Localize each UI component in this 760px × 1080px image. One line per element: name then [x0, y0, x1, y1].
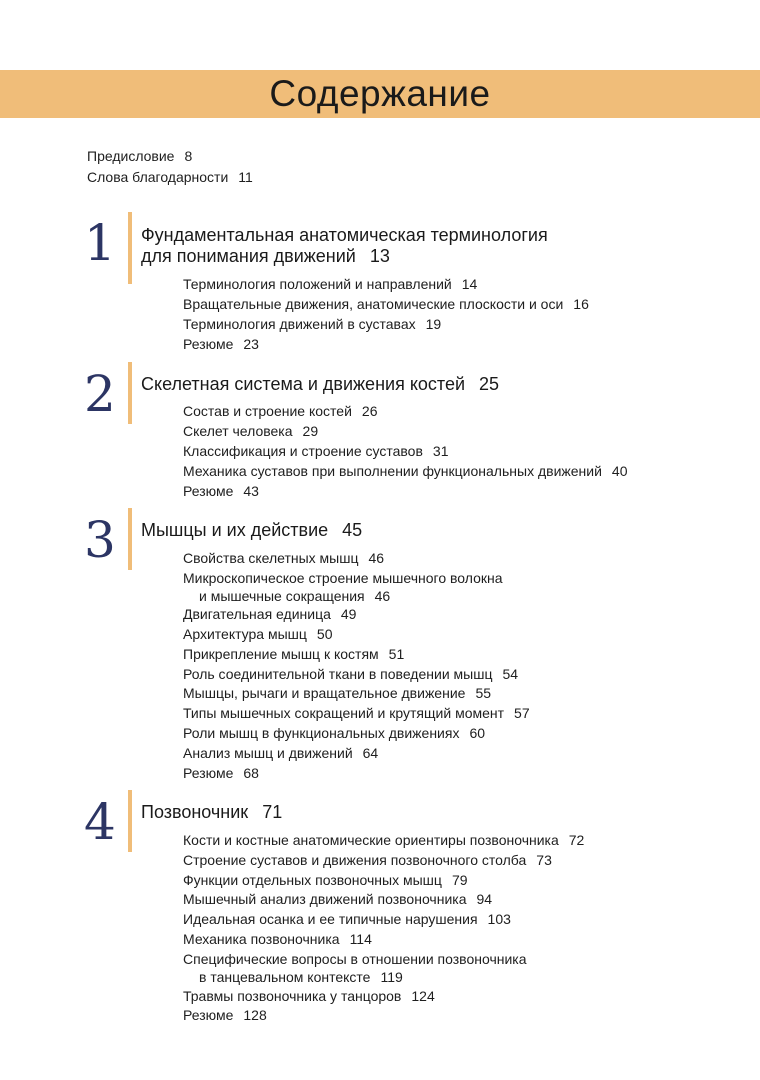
- toc-entry-label: Свойства скелетных мышц: [183, 550, 359, 566]
- front-item-page: 11: [238, 169, 253, 185]
- toc-entry-label: Анализ мышц и движений: [183, 745, 353, 761]
- toc-entry-page: 124: [411, 988, 435, 1004]
- toc-entry-page: 72: [568, 832, 585, 848]
- toc-entry-page: 79: [451, 872, 468, 888]
- toc-entry-label: Двигательная единица: [183, 606, 331, 622]
- chapter-page: 45: [342, 520, 363, 540]
- toc-entry[interactable]: [183, 1006, 267, 1024]
- toc-entry-page: 68: [243, 765, 259, 781]
- chapter-page: 13: [369, 246, 390, 266]
- chapter-accent-bar: [128, 508, 132, 570]
- toc-entry-label: Мышцы, рычаги и вращательное движение: [183, 685, 466, 701]
- toc-entry[interactable]: [183, 549, 384, 567]
- toc-entry[interactable]: [183, 665, 518, 683]
- toc-entry-page: 55: [475, 685, 492, 701]
- toc-entry-label: Роль соединительной ткани в поведении мышц: [183, 666, 493, 682]
- toc-entry-label: Микроскопическое строение мышечного волокна: [183, 570, 503, 586]
- chapter-title-line: Фундаментальная анатомическая терминология: [141, 225, 548, 245]
- toc-entry-page: 50: [316, 626, 333, 642]
- toc-entry[interactable]: [183, 724, 485, 742]
- front-item-label: Слова благодарности: [87, 169, 229, 185]
- front-item-page: 8: [184, 148, 193, 164]
- toc-entry[interactable]: [183, 442, 448, 460]
- toc-entry-page: 128: [243, 1007, 267, 1023]
- toc-entry[interactable]: [183, 625, 333, 643]
- toc-entry[interactable]: [183, 335, 259, 353]
- toc-entry-page: 40: [611, 463, 628, 479]
- toc-entry-page: 16: [573, 296, 589, 312]
- front-item-preface[interactable]: [87, 146, 192, 166]
- toc-entry-page: 43: [243, 483, 259, 499]
- chapter-page: 25: [479, 374, 500, 394]
- toc-entry-page: 46: [368, 550, 385, 566]
- toc-entry-label: Травмы позвоночника у танцоров: [183, 988, 402, 1004]
- toc-entry[interactable]: [183, 890, 492, 908]
- chapter-title[interactable]: [141, 374, 499, 395]
- toc-entry[interactable]: [183, 704, 530, 722]
- toc-entry[interactable]: [183, 482, 259, 500]
- toc-entry-label: Механика позвоночника: [183, 931, 340, 947]
- toc-entry-page: 119: [380, 969, 403, 985]
- toc-entry-label: Роли мышц в функциональных движениях: [183, 725, 460, 741]
- toc-entry-page: 51: [388, 646, 405, 662]
- toc-entry-page: 31: [432, 443, 449, 459]
- toc-entry-page: 29: [302, 423, 319, 439]
- toc-entry-label: Мышечный анализ движений позвоночника: [183, 891, 467, 907]
- toc-entry-page: 19: [425, 316, 442, 332]
- toc-entry-label: Терминология движений в суставах: [183, 316, 416, 332]
- chapter-accent-bar: [128, 790, 132, 852]
- toc-entry[interactable]: [183, 987, 435, 1005]
- toc-entry-label: Резюме: [183, 483, 234, 499]
- toc-entry[interactable]: [183, 402, 377, 420]
- toc-entry[interactable]: [183, 605, 356, 623]
- toc-entry-page: 57: [514, 705, 530, 721]
- chapter-number: 2: [84, 365, 116, 423]
- chapter-title[interactable]: [141, 225, 548, 267]
- chapter-title-line: Мышцы и их действие: [141, 520, 329, 540]
- toc-entry-label: Состав и строение костей: [183, 403, 352, 419]
- title-band: [0, 70, 760, 118]
- toc-entry[interactable]: [183, 910, 511, 928]
- front-item-label: Предисловие: [87, 148, 175, 164]
- toc-entry-page: 60: [469, 725, 486, 741]
- toc-entry[interactable]: [183, 315, 441, 333]
- toc-entry-label: Резюме: [183, 765, 234, 781]
- toc-entry-label: Вращательные движения, анатомические плоскости и оси: [183, 296, 564, 312]
- toc-entry-page: 64: [362, 745, 379, 761]
- chapter-accent-bar: [128, 362, 132, 424]
- chapter-title-line: для понимания движений: [141, 246, 356, 266]
- chapter-page: 71: [262, 802, 283, 822]
- toc-entry-label: в танцевальном контексте: [199, 969, 371, 985]
- chapter-title[interactable]: [141, 802, 282, 823]
- toc-entry-page: 94: [476, 891, 493, 907]
- toc-entry-label: Классификация и строение суставов: [183, 443, 423, 459]
- toc-entry-label: Терминология положений и направлений: [183, 276, 452, 292]
- toc-entry[interactable]: [183, 684, 491, 702]
- toc-entry-label: Строение суставов и движения позвоночного столба: [183, 852, 527, 868]
- chapter-number: 4: [84, 793, 116, 851]
- chapter-accent-bar: [128, 212, 132, 284]
- chapter-title[interactable]: [141, 520, 362, 541]
- toc-entry[interactable]: [183, 275, 477, 293]
- toc-entry[interactable]: [183, 569, 503, 605]
- toc-entry[interactable]: [183, 645, 404, 663]
- toc-entry-label: Резюме: [183, 1007, 234, 1023]
- toc-entry[interactable]: [183, 744, 378, 762]
- toc-entry[interactable]: [183, 422, 318, 440]
- toc-entry-label: Типы мышечных сокращений и крутящий момент: [183, 705, 505, 721]
- toc-entry-label: Архитектура мышц: [183, 626, 307, 642]
- toc-entry[interactable]: [183, 831, 584, 849]
- toc-entry-page: 54: [502, 666, 519, 682]
- toc-entry-label: Функции отдельных позвоночных мышц: [183, 872, 442, 888]
- toc-entry-page: 46: [374, 588, 391, 604]
- toc-entry-label: Резюме: [183, 336, 234, 352]
- toc-entry-page: 26: [361, 403, 378, 419]
- toc-entry-label: Прикрепление мышц к костям: [183, 646, 379, 662]
- chapter-number: 3: [84, 511, 116, 569]
- chapter-title-line: Позвоночник: [141, 802, 249, 822]
- page-title: Содержание: [269, 73, 491, 114]
- toc-entry[interactable]: [183, 462, 627, 480]
- toc-entry-label: Идеальная осанка и ее типичные нарушения: [183, 911, 478, 927]
- toc-entry-label: Кости и костные анатомические ориентиры позвоночника: [183, 832, 559, 848]
- toc-entry-label: Скелет человека: [183, 423, 293, 439]
- toc-entry-page: 14: [461, 276, 478, 292]
- toc-entry-page: 49: [340, 606, 357, 622]
- toc-entry-label: Специфические вопросы в отношении позвоночника: [183, 951, 527, 967]
- toc-entry-page: 103: [487, 911, 511, 927]
- toc-entry[interactable]: [183, 295, 589, 313]
- toc-entry-page: 114: [349, 931, 372, 947]
- toc-entry[interactable]: [183, 851, 552, 869]
- toc-entry-label: Механика суставов при выполнении функциональных движений: [183, 463, 602, 479]
- front-item-acknowledgements[interactable]: [87, 167, 253, 187]
- toc-entry[interactable]: [183, 871, 468, 889]
- toc-entry-label: и мышечные сокращения: [199, 588, 365, 604]
- toc-entry[interactable]: [183, 764, 259, 782]
- toc-entry-page: 73: [536, 852, 552, 868]
- chapter-number: 1: [84, 214, 116, 272]
- chapter-title-line: Скелетная система и движения костей: [141, 374, 466, 394]
- toc-entry[interactable]: [183, 930, 372, 948]
- toc-entry-page: 23: [243, 336, 259, 352]
- toc-entry[interactable]: [183, 950, 527, 986]
